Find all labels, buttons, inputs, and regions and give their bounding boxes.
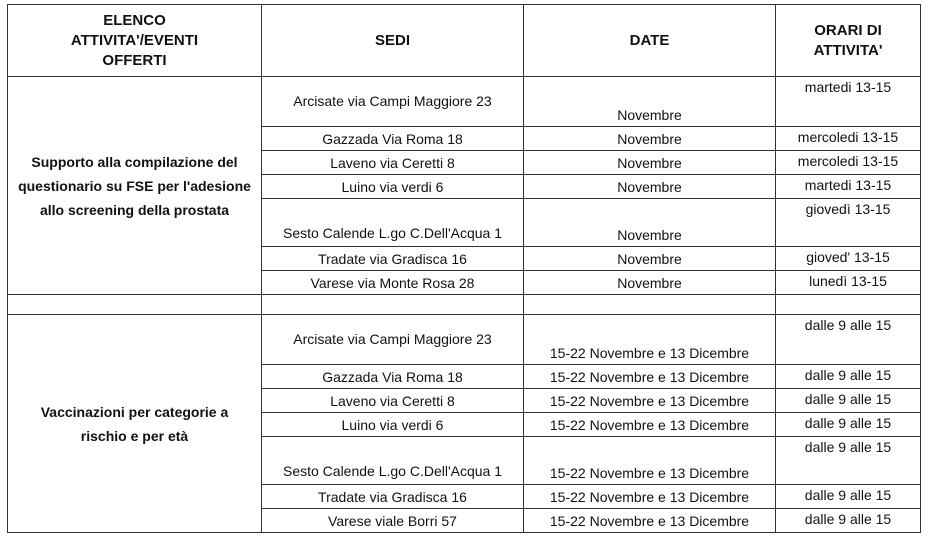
- orari-cell: lunedì 13-15: [776, 271, 921, 295]
- orari-cell: mercoledi 13-15: [776, 151, 921, 175]
- date-cell: Novembre: [524, 271, 776, 295]
- schedule-table: [7, 4, 921, 533]
- sede-cell: Sesto Calende L.go C.Dell'Acqua 1: [262, 437, 524, 485]
- empty-cell: [524, 295, 776, 315]
- header-date: DATE: [524, 5, 776, 77]
- sede-cell: Varese via Monte Rosa 28: [262, 271, 524, 295]
- empty-cell: [262, 295, 524, 315]
- sede-cell: Gazzada Via Roma 18: [262, 127, 524, 151]
- activity-cell: Vaccinazioni per categorie a rischio e per età: [8, 315, 262, 533]
- header-row: [8, 5, 921, 77]
- date-cell: 15-22 Novembre e 13 Dicembre: [524, 365, 776, 389]
- orari-cell: martedi 13-15: [776, 77, 921, 127]
- table-row: [8, 315, 921, 365]
- sede-cell: Luino via verdi 6: [262, 413, 524, 437]
- sede-cell: Gazzada Via Roma 18: [262, 365, 524, 389]
- orari-cell: martedi 13-15: [776, 175, 921, 199]
- sede-cell: Sesto Calende L.go C.Dell'Acqua 1: [262, 199, 524, 247]
- header-sedi: SEDI: [262, 5, 524, 77]
- header-orari: ORARI DI ATTIVITA': [776, 5, 921, 77]
- sede-cell: Luino via verdi 6: [262, 175, 524, 199]
- date-cell: 15-22 Novembre e 13 Dicembre: [524, 413, 776, 437]
- orari-cell: dalle 9 alle 15: [776, 413, 921, 437]
- spacer-row: [8, 295, 921, 315]
- activity-cell: Supporto alla compilazione del questionario su FSE per l'adesione allo screening della prostata: [8, 77, 262, 295]
- date-cell: Novembre: [524, 127, 776, 151]
- sede-cell: Laveno via Ceretti 8: [262, 151, 524, 175]
- date-cell: 15-22 Novembre e 13 Dicembre: [524, 485, 776, 509]
- orari-cell: dalle 9 alle 15: [776, 365, 921, 389]
- date-cell: 15-22 Novembre e 13 Dicembre: [524, 509, 776, 533]
- orari-cell: dalle 9 alle 15: [776, 437, 921, 485]
- date-cell: Novembre: [524, 175, 776, 199]
- header-attivita: ELENCO ATTIVITA'/EVENTI OFFERTI: [8, 5, 262, 77]
- orari-cell: gioved' 13-15: [776, 247, 921, 271]
- date-cell: 15-22 Novembre e 13 Dicembre: [524, 315, 776, 365]
- orari-cell: mercoledi 13-15: [776, 127, 921, 151]
- date-cell: 15-22 Novembre e 13 Dicembre: [524, 389, 776, 413]
- date-cell: Novembre: [524, 247, 776, 271]
- sede-cell: Arcisate via Campi Maggiore 23: [262, 77, 524, 127]
- orari-cell: dalle 9 alle 15: [776, 509, 921, 533]
- empty-cell: [8, 295, 262, 315]
- sede-cell: Tradate via Gradisca 16: [262, 485, 524, 509]
- date-cell: Novembre: [524, 199, 776, 247]
- orari-cell: dalle 9 alle 15: [776, 485, 921, 509]
- date-cell: Novembre: [524, 77, 776, 127]
- sede-cell: Arcisate via Campi Maggiore 23: [262, 315, 524, 365]
- sede-cell: Laveno via Ceretti 8: [262, 389, 524, 413]
- sede-cell: Varese viale Borri 57: [262, 509, 524, 533]
- date-cell: Novembre: [524, 151, 776, 175]
- empty-cell: [776, 295, 921, 315]
- orari-cell: dalle 9 alle 15: [776, 315, 921, 365]
- date-cell: 15-22 Novembre e 13 Dicembre: [524, 437, 776, 485]
- orari-cell: giovedì 13-15: [776, 199, 921, 247]
- table-row: [8, 77, 921, 127]
- schedule-sheet: [7, 4, 921, 533]
- sede-cell: Tradate via Gradisca 16: [262, 247, 524, 271]
- orari-cell: dalle 9 alle 15: [776, 389, 921, 413]
